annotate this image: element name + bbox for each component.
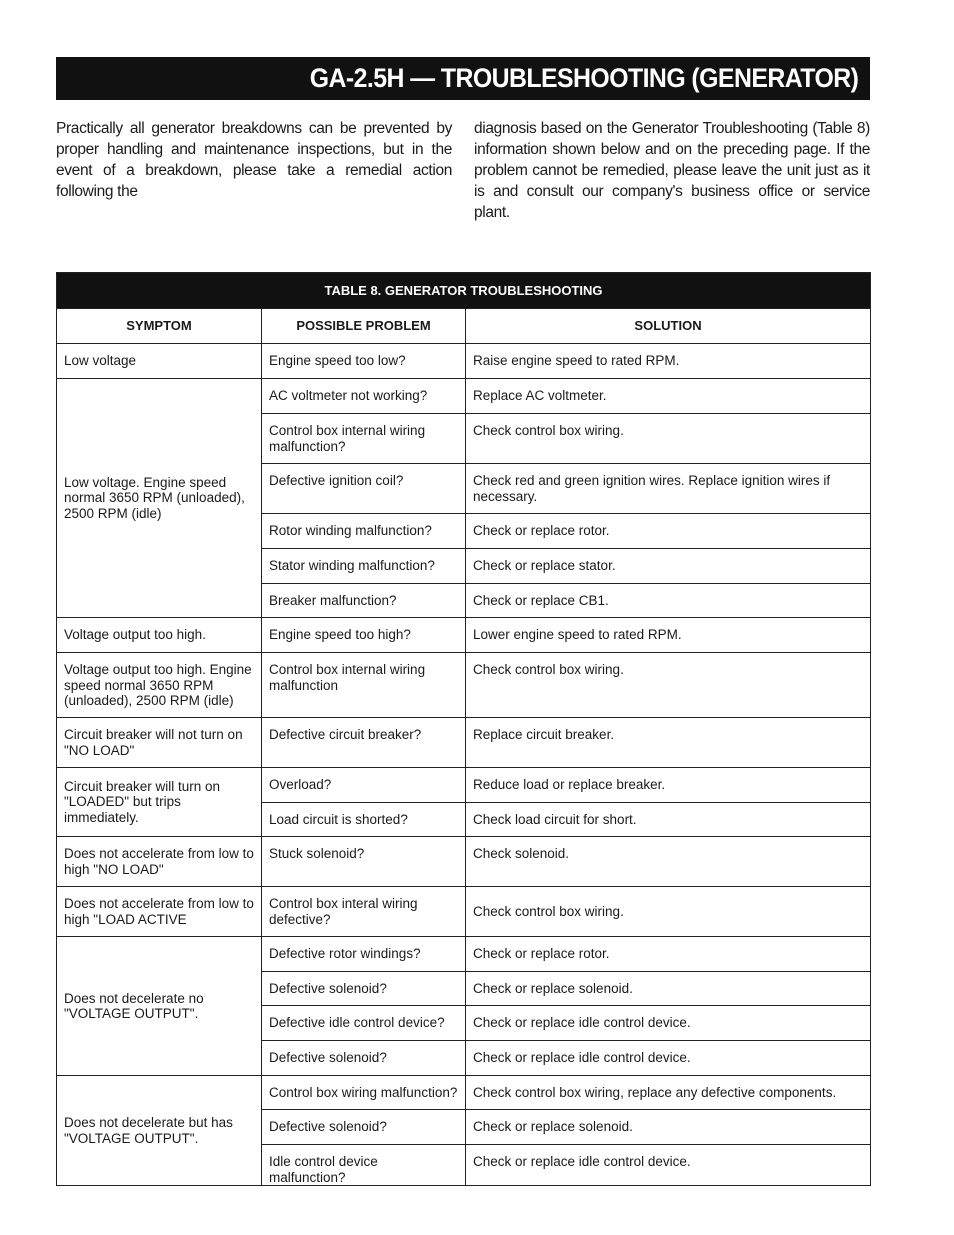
page-title: GA-2.5H — TROUBLESHOOTING (GENERATOR) <box>309 63 858 93</box>
solution-cell: Check or replace rotor. <box>466 937 871 972</box>
symptom-cell: Does not decelerate no "VOLTAGE OUTPUT". <box>57 937 262 1076</box>
table-row <box>57 768 871 803</box>
table-row <box>57 344 871 379</box>
problem-cell: Load circuit is shorted? <box>262 803 466 837</box>
solution-cell: Check or replace rotor. <box>466 514 871 549</box>
problem-cell: Control box internal wiring malfunction <box>262 653 466 718</box>
problem-cell: Stuck solenoid? <box>262 837 466 887</box>
solution-cell: Lower engine speed to rated RPM. <box>466 618 871 653</box>
symptom-cell: Circuit breaker will not turn on "NO LOAD" <box>57 718 262 768</box>
troubleshooting-table <box>56 272 871 1186</box>
problem-cell: Defective ignition coil? <box>262 464 466 514</box>
symptom-cell: Low voltage <box>57 344 262 379</box>
solution-cell: Replace circuit breaker. <box>466 718 871 768</box>
table-row <box>57 1076 871 1110</box>
solution-cell: Check control box wiring. <box>466 414 871 464</box>
symptom-cell: Circuit breaker will turn on "LOADED" but trips immediately. <box>57 768 262 837</box>
table-row <box>57 937 871 972</box>
problem-cell: Rotor winding malfunction? <box>262 514 466 549</box>
intro-paragraph-left: Practically all generator breakdowns can be prevented by proper handling and maintenance inspections, but in the event of a breakdown, please take a remedial action following the <box>56 120 452 200</box>
problem-cell: Idle control device malfunction? <box>262 1145 466 1186</box>
solution-cell: Check or replace CB1. <box>466 584 871 618</box>
problem-cell: Engine speed too low? <box>262 344 466 379</box>
problem-cell: Defective circuit breaker? <box>262 718 466 768</box>
solution-cell: Check solenoid. <box>466 837 871 887</box>
solution-cell: Check or replace idle control device. <box>466 1145 871 1186</box>
solution-cell: Check or replace solenoid. <box>466 1110 871 1145</box>
symptom-cell: Does not accelerate from low to high "LOAD ACTIVE <box>57 887 262 937</box>
column-header-symptom: SYMPTOM <box>57 309 262 344</box>
problem-cell: Defective solenoid? <box>262 972 466 1006</box>
problem-cell: AC voltmeter not working? <box>262 379 466 414</box>
problem-cell: Control box wiring malfunction? <box>262 1076 466 1110</box>
problem-cell: Defective solenoid? <box>262 1041 466 1076</box>
problem-cell: Defective idle control device? <box>262 1006 466 1041</box>
problem-cell: Stator winding malfunction? <box>262 549 466 584</box>
problem-cell: Engine speed too high? <box>262 618 466 653</box>
table-row <box>57 379 871 414</box>
table-caption: TABLE 8. GENERATOR TROUBLESHOOTING <box>57 273 871 309</box>
problem-cell: Control box interal wiring defective? <box>262 887 466 937</box>
solution-cell: Replace AC voltmeter. <box>466 379 871 414</box>
problem-cell: Defective solenoid? <box>262 1110 466 1145</box>
intro-paragraph-right: diagnosis based on the Generator Troubleshooting (Table 8) information shown below and on the preceding page. If the problem cannot be remedied, please leave the unit just as it is and consult our company's business office or service plant. <box>474 120 870 221</box>
table-row <box>57 837 871 887</box>
problem-cell: Overload? <box>262 768 466 803</box>
problem-cell: Control box internal wiring malfunction? <box>262 414 466 464</box>
solution-cell: Reduce load or replace breaker. <box>466 768 871 803</box>
solution-cell: Check or replace idle control device. <box>466 1041 871 1076</box>
table-row <box>57 887 871 937</box>
symptom-cell: Does not accelerate from low to high "NO LOAD" <box>57 837 262 887</box>
symptom-cell: Voltage output too high. Engine speed normal 3650 RPM (unloaded), 2500 RPM (idle) <box>57 653 262 718</box>
symptom-cell: Does not decelerate but has "VOLTAGE OUTPUT". <box>57 1076 262 1186</box>
solution-cell: Check or replace idle control device. <box>466 1006 871 1041</box>
solution-cell: Check or replace solenoid. <box>466 972 871 1006</box>
solution-cell: Check control box wiring, replace any defective components. <box>466 1076 871 1110</box>
solution-cell: Check or replace stator. <box>466 549 871 584</box>
page-title-bar <box>56 57 870 100</box>
solution-cell: Raise engine speed to rated RPM. <box>466 344 871 379</box>
solution-cell: Check control box wiring. <box>466 653 871 718</box>
solution-cell: Check load circuit for short. <box>466 803 871 837</box>
problem-cell: Breaker malfunction? <box>262 584 466 618</box>
solution-cell: Check red and green ignition wires. Replace ignition wires if necessary. <box>466 464 871 514</box>
solution-cell: Check control box wiring. <box>466 887 871 937</box>
table-row <box>57 618 871 653</box>
symptom-cell: Voltage output too high. <box>57 618 262 653</box>
table-row <box>57 718 871 768</box>
table-row <box>57 653 871 718</box>
symptom-cell: Low voltage. Engine speed normal 3650 RPM (unloaded), 2500 RPM (idle) <box>57 379 262 618</box>
problem-cell: Defective rotor windings? <box>262 937 466 972</box>
column-header-possible-problem: POSSIBLE PROBLEM <box>262 309 466 344</box>
column-header-solution: SOLUTION <box>466 309 871 344</box>
